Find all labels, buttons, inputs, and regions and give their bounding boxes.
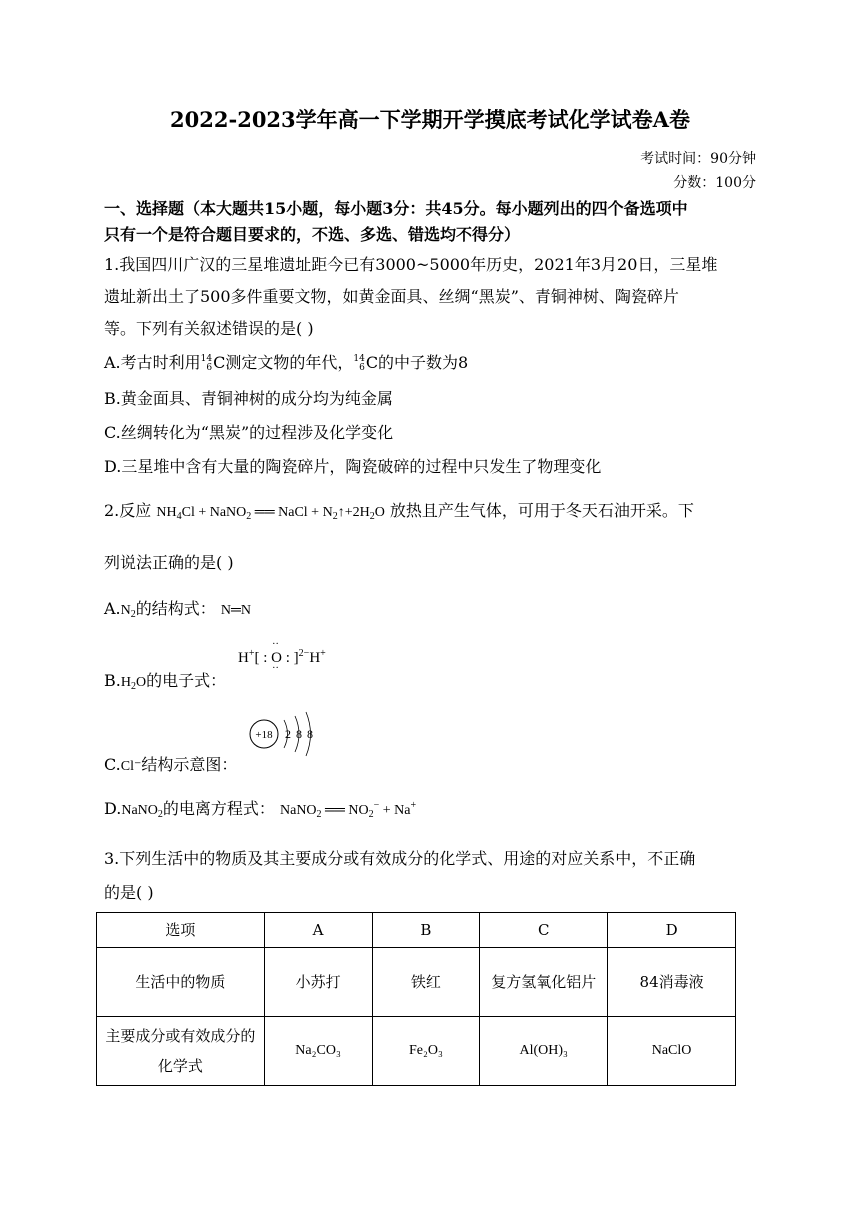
table-header-cell: D (608, 913, 736, 948)
q2-stem-line2: 列说法正确的是( ) (104, 553, 234, 572)
table-header-row (97, 913, 736, 948)
exam-title: 2022-2023学年高一下学期开学摸底考试化学试卷A卷 (170, 107, 690, 132)
table-header-cell: 选项 (97, 913, 265, 948)
q1-stem-line3: 等。下列有关叙述错误的是( ) (104, 319, 314, 338)
q3-table (96, 912, 736, 1086)
table-cell: Fe₂O₃ (372, 1017, 480, 1086)
table-row-label: 生活中的物质 (97, 948, 265, 1017)
q2-stem-line1: 2.反应 $NH_4Cl$ + NaNO$_2$ ══ NaCl + $N_2↑+2H_2O$ 放热且产生气体，可用于冬天石油开采。下 (104, 501, 694, 522)
table-row (97, 1017, 736, 1086)
table-cell: Al(OH)₃ (480, 1017, 608, 1086)
exam-score: 分数：100分 (673, 175, 756, 191)
q1-stem-line1: 1.我国四川广汉的三星堆遗址距今已有3000~5000年历史，2021年3月20日，三星堆 (104, 255, 718, 274)
q3-stem-line1: 3.下列生活中的物质及其主要成分或有效成分的化学式、用途的对应关系中，不正确 (104, 849, 696, 868)
table-cell: NaClO (608, 1017, 736, 1086)
exam-time: 考试时间：90分钟 (640, 151, 756, 167)
q1-option-a-mid: C测定文物的年代， (213, 353, 354, 372)
table-header-cell: A (264, 913, 372, 948)
table-header-cell: B (372, 913, 480, 948)
q1-option-a (104, 350, 468, 373)
isotope-notation-2: 14 6 (353, 354, 365, 373)
table-cell: Na₂CO₃ (264, 1017, 372, 1086)
q1-option-a-pre: A.考古时利用 (104, 353, 201, 372)
shell-electrons-2: 8 (296, 727, 302, 741)
table-cell: 铁红 (372, 948, 480, 1017)
q2-option-b: $B.H_2O$的电子式： (104, 671, 227, 692)
q3-stem-line2: 的是( ) (104, 883, 154, 902)
table-row-label: 主要成分或有效成分的化学式 (97, 1017, 265, 1086)
q1-option-c: C.丝绸转化为“黑炭”的过程涉及化学变化 (104, 423, 394, 442)
q1-option-b: B.黄金面具、青铜神树的成分均为纯金属 (104, 389, 393, 408)
q1-option-a-post: C的中子数为8 (365, 353, 469, 372)
table-header-cell: C (480, 913, 608, 948)
q1-stem-line2: 遗址新出土了500多件重要文物，如黄金面具、丝绸“黑炭”、青铜神树、陶瓷碎片 (104, 287, 679, 306)
table-cell: 84消毒液 (608, 948, 736, 1017)
ionization-equation: NaNO$_2$ ══ $NO_2^- + Na^+$ (280, 800, 417, 820)
table-cell: 复方氢氧化铝片 (480, 948, 608, 1017)
q2-option-c: C.Cl⁻结构示意图： (104, 755, 238, 774)
section-heading-line2: 只有一个是符合题目要求的，不选、多选、错选均不得分） (104, 225, 521, 244)
table-cell: 小苏打 (264, 948, 372, 1017)
atomic-structure-diagram (244, 708, 324, 760)
table-row (97, 948, 736, 1017)
shell-electrons-1: 2 (285, 727, 291, 741)
q2-option-d: D.NaNO$_2$的电离方程式： NaNO$_2$ ══ $NO_2^- + Na^+$ (104, 799, 417, 820)
electron-formula-h2o: H+[ : O ·· ·· : ]$^{2-}$H+ (238, 639, 326, 674)
section-heading-line1: 一、选择题（本大题共15小题，每小题3分：共45分。每小题列出的四个备选项中 (104, 199, 688, 218)
q1-option-d: D.三星堆中含有大量的陶瓷碎片，陶瓷破碎的过程中只发生了物理变化 (104, 457, 602, 476)
reaction-equation: $NH_4Cl$ + NaNO$_2$ ══ NaCl + $N_2↑+2H_2O$ (156, 505, 385, 522)
nucleus-charge: +18 (255, 729, 273, 741)
q2-option-a: $A.N_2$的结构式： N═N (104, 599, 252, 620)
isotope-notation: 14 6 (200, 354, 213, 373)
shell-electrons-3: 8 (307, 727, 313, 741)
